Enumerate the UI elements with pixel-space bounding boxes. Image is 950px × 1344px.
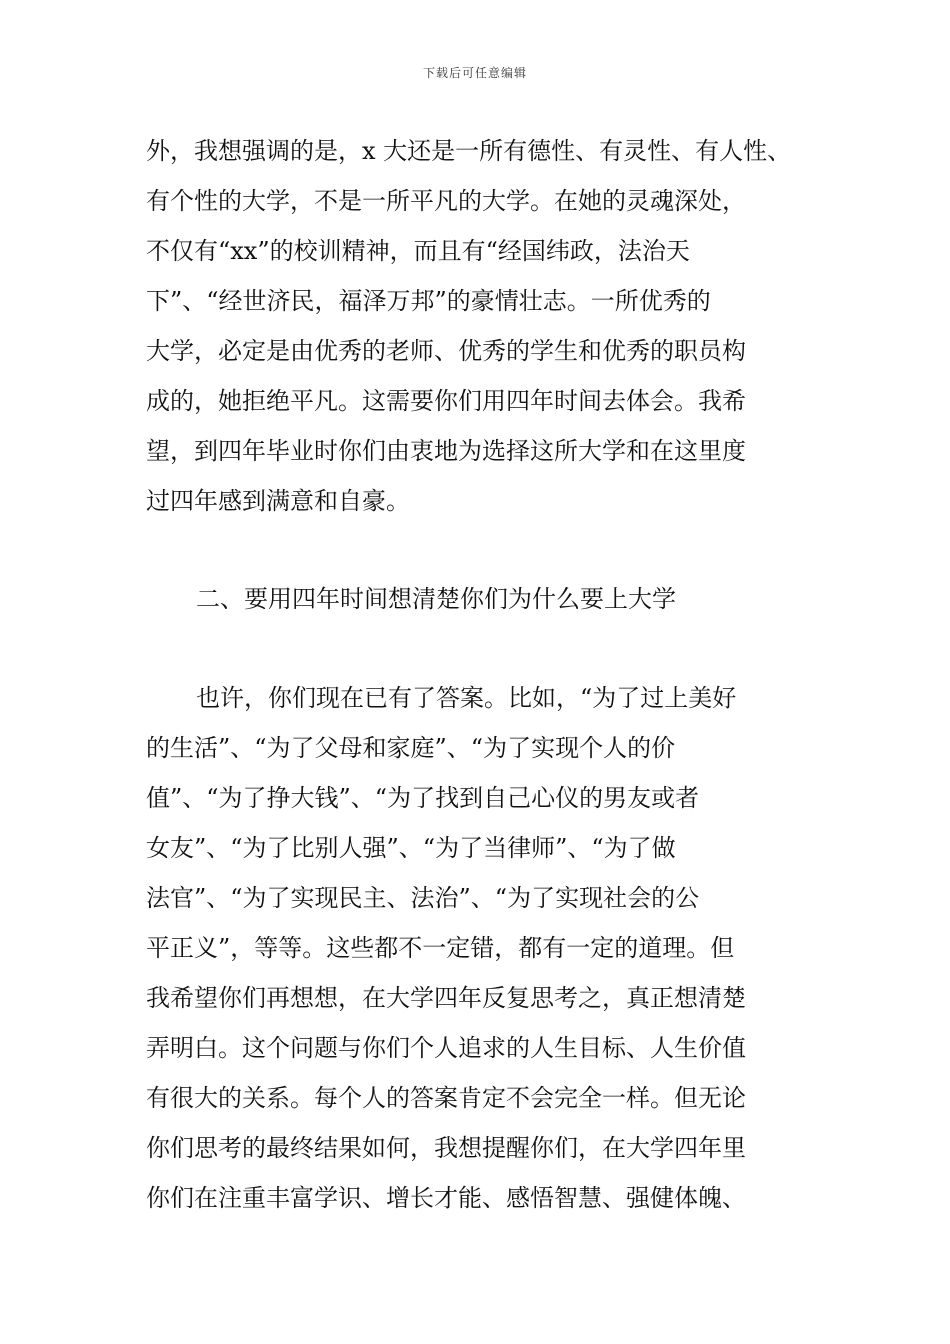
paragraph-line: 有个性的大学，不是一所平凡的大学。在她的灵魂深处，	[146, 187, 746, 215]
paragraph-line: 望，到四年毕业时你们由衷地为选择这所大学和在这里度	[146, 437, 746, 465]
paragraph-line: 我希望你们再想想，在大学四年反复思考之，真正想清楚	[146, 984, 746, 1012]
paragraph-line: 也许，你们现在已有了答案。比如，“为了过上美好	[196, 684, 737, 712]
paragraph-line: 平正义”，等等。这些都不一定错，都有一定的道理。但	[146, 934, 735, 962]
paragraph-line: 有很大的关系。每个人的答案肯定不会完全一样。但无论	[146, 1084, 746, 1112]
paragraph-line: 大学，必定是由优秀的老师、优秀的学生和优秀的职员构	[146, 337, 746, 365]
paragraph-line: 法官”、“为了实现民主、法治”、“为了实现社会的公	[146, 884, 700, 912]
paragraph-line: 不仅有“xx”的校训精神，而且有“经国纬政，法治天	[146, 237, 690, 265]
paragraph-line: 你们思考的最终结果如何，我想提醒你们，在大学四年里	[146, 1134, 746, 1162]
paragraph-line: 成的，她拒绝平凡。这需要你们用四年时间去体会。我希	[146, 387, 746, 415]
paragraph-line: 弄明白。这个问题与你们个人追求的人生目标、人生价值	[146, 1034, 746, 1062]
paragraph-line: 值”、“为了挣大钱”、“为了找到自己心仪的男友或者	[146, 784, 700, 812]
paragraph-line: 过四年感到满意和自豪。	[146, 487, 410, 515]
paragraph-line: 的生活”、“为了父母和家庭”、“为了实现个人的价	[146, 734, 676, 762]
paragraph-line: 外，我想强调的是，x 大还是一所有德性、有灵性、有人性、	[146, 137, 792, 165]
paragraph-line: 你们在注重丰富学识、增长才能、感悟智慧、强健体魄、	[146, 1184, 746, 1212]
paragraph-line: 女友”、“为了比别人强”、“为了当律师”、“为了做	[146, 834, 676, 862]
paragraph-line: 下”、“经世济民，福泽万邦”的豪情壮志。一所优秀的	[146, 287, 711, 315]
page-header-note: 下载后可任意编辑	[422, 66, 527, 80]
section-heading: 二、要用四年时间想清楚你们为什么要上大学	[196, 585, 676, 613]
